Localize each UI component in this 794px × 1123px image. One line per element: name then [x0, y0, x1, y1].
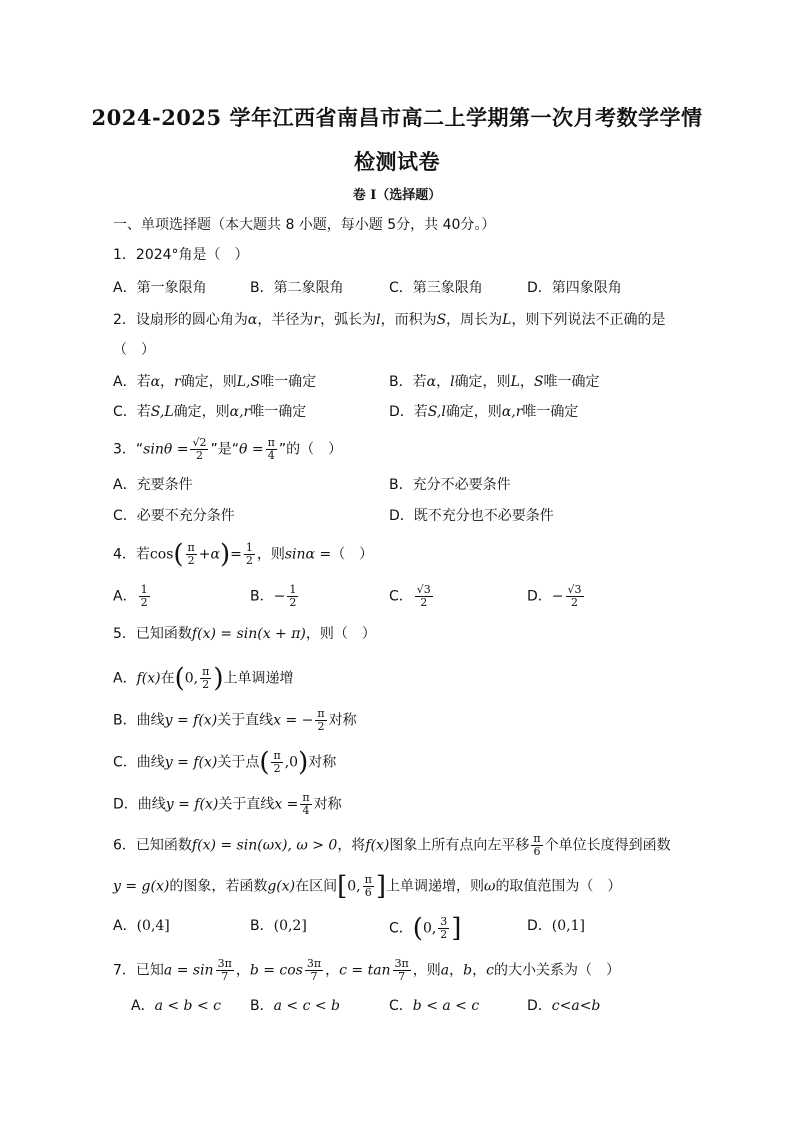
q2c-text: 确定，则	[173, 404, 230, 420]
q5b-num: π	[317, 707, 325, 720]
q4d-fraction	[566, 584, 584, 609]
q6-den: 6	[364, 886, 372, 899]
q4-option-c	[389, 584, 435, 609]
q4-fraction-1-over-2	[244, 542, 255, 567]
q5a-zero: 0,	[184, 670, 199, 687]
q5a-fx: f(x)	[136, 670, 161, 687]
q4c-fraction	[415, 584, 433, 609]
q2a-text: 确定，则	[180, 374, 237, 390]
q2a-text: 唯一确定	[260, 374, 317, 390]
q6-fraction-pi-over-6	[531, 833, 542, 858]
q1-option-d: D．第四象限角	[527, 280, 622, 296]
q6c-zero: 0,	[422, 920, 437, 937]
q2a-text: ，	[160, 374, 175, 390]
q4-den: 2	[187, 554, 195, 567]
q6-function: f(x) = sin(ωx), ω > 0	[191, 837, 338, 854]
q6b-value: (0,2]	[273, 918, 307, 934]
q5-option-c	[113, 747, 337, 778]
question-6-stem-cont	[113, 871, 622, 902]
q2c-text: C．若	[113, 404, 151, 420]
q4a-num: 1	[140, 583, 148, 596]
q2d-var: α,r	[501, 404, 523, 420]
q7-den: 7	[310, 970, 318, 983]
q4a-label: A．	[113, 588, 137, 605]
q6-text: 上单调递增，则	[386, 878, 485, 895]
q4a-den: 2	[140, 596, 148, 609]
q6-omega: ω	[484, 878, 496, 895]
q5a-label: A．	[113, 670, 137, 687]
q2-option-a	[113, 372, 316, 392]
question-1-stem: 1．2024°角是（ ）	[113, 247, 249, 263]
q3-option-d: D．既不充分也不必要条件	[389, 508, 554, 524]
q5c-den: 2	[273, 762, 281, 775]
q4-fraction-pi-over-2	[186, 542, 197, 567]
q2b-text: 唯一确定	[543, 374, 600, 390]
q4-option-b	[250, 584, 300, 609]
question-5-stem	[113, 624, 376, 644]
q7-text: ，	[235, 962, 250, 979]
q2-text: ，而积为	[380, 312, 437, 328]
q3-theta-expr: θ =	[239, 441, 264, 458]
q2-text: 2．设扇形的圆心角为	[113, 312, 248, 328]
q4-eq: =	[230, 546, 242, 563]
q6-text: 的取值范围为（ ）	[495, 878, 622, 895]
section-heading: 一、单项选择题（本大题共 8 小题，每小题 5分，共 40分。）	[113, 217, 496, 233]
q7-option-c	[389, 996, 479, 1016]
q2-option-d	[389, 402, 578, 422]
q7-num: 3π	[306, 957, 322, 970]
q2-var-L: L	[502, 312, 512, 328]
q3-den: 2	[195, 449, 203, 462]
q2a-text: A．若	[113, 374, 151, 390]
q2b-text: ，	[436, 374, 451, 390]
q7-fraction	[393, 958, 411, 983]
q2-option-b	[389, 372, 599, 392]
q2-text: ，半径为	[257, 312, 314, 328]
q6-right-bracket: ]	[375, 871, 387, 902]
question-6-stem	[113, 833, 671, 858]
q5c-fraction	[271, 750, 282, 775]
q1-option-a: A．第一象限角	[113, 280, 207, 296]
q2-text: ，弧长为	[320, 312, 377, 328]
q2-var-alpha: α	[247, 312, 258, 328]
q7-num: 3π	[394, 957, 409, 970]
q5d-den: 4	[302, 804, 310, 817]
q4-num: π	[187, 541, 195, 554]
q4b-sign: −	[273, 588, 286, 605]
q1-option-b: B．第二象限角	[250, 280, 344, 296]
q4c-den: 2	[420, 596, 428, 609]
q6-option-c	[389, 913, 462, 944]
q6-gx2: g(x)	[267, 878, 296, 895]
q6b-label: B．	[250, 918, 274, 934]
q2b-var: S	[533, 374, 544, 390]
q2a-var: α	[150, 374, 161, 390]
q5-function: f(x) = sin(x + π)	[191, 626, 306, 642]
exam-title-line2: 检测试卷	[354, 149, 440, 174]
q3-text: ”是“	[210, 441, 239, 458]
q5b-text: B．曲线	[113, 712, 165, 729]
q4-option-d	[527, 584, 586, 609]
q4b-den: 2	[289, 596, 297, 609]
q3-text: ”的（ ）	[278, 441, 343, 458]
q5c-text: C．曲线	[113, 754, 165, 771]
q2d-text: 唯一确定	[522, 404, 579, 420]
q2-var-l: l	[376, 312, 381, 328]
q3-fraction-sqrt2-over-2	[190, 437, 208, 462]
q4-text: ，则	[256, 546, 285, 563]
q7d-label: D．	[527, 998, 552, 1014]
q4d-sign: −	[551, 588, 564, 605]
q6-left-bracket: [	[337, 871, 348, 902]
q6c-label: C．	[389, 920, 413, 937]
q5b-fn: y = f(x)	[164, 712, 218, 729]
q2b-var: L	[510, 374, 520, 390]
exam-title-line1: 2024-2025 学年江西省南昌市高二上学期第一次月考数学学情	[91, 105, 703, 130]
q6-option-a	[113, 916, 170, 936]
q5-option-a	[113, 663, 294, 694]
q2d-var: S,l	[427, 404, 446, 420]
q4-num: 1	[245, 541, 253, 554]
q5b-text: 关于直线	[217, 712, 274, 729]
q5d-text: D．曲线	[113, 796, 166, 813]
q5b-text: 对称	[328, 712, 357, 729]
q7-option-a	[131, 996, 221, 1016]
q6-num: π	[533, 832, 541, 845]
q4-text: 4．若	[113, 546, 150, 563]
q5a-fraction	[200, 666, 211, 691]
q3-num: √2	[192, 436, 207, 449]
q5a-text: 在	[160, 670, 175, 687]
q6c-num: 3	[440, 915, 448, 928]
q6c-den: 2	[440, 928, 448, 941]
question-3-stem	[113, 437, 342, 462]
q7-text: ，	[325, 962, 340, 979]
q3-option-a: A．充要条件	[113, 477, 193, 493]
q5d-x: x =	[274, 796, 299, 813]
q2-option-c	[113, 402, 306, 422]
q5d-text: 关于直线	[218, 796, 275, 813]
q7-a-expr: a = sin	[163, 962, 214, 979]
q5d-fraction	[300, 792, 311, 817]
question-4-stem	[113, 539, 374, 570]
q5c-text: 关于点	[217, 754, 260, 771]
q7-text: ，	[449, 962, 464, 979]
q3-option-b: B．充分不必要条件	[389, 477, 511, 493]
q6c-left-paren: (	[412, 913, 423, 944]
q2b-text: 确定，则	[454, 374, 511, 390]
q1-option-c: C．第三象限角	[389, 280, 483, 296]
q6-gx: y = g(x)	[113, 878, 170, 895]
q7-b-expr: b = cos	[249, 962, 303, 979]
q5a-text: 上单调递增	[223, 670, 294, 687]
q6-option-d	[527, 916, 585, 936]
q2d-text: 确定，则	[445, 404, 502, 420]
q4-text: （ ）	[331, 546, 374, 563]
q4-cos: cos	[149, 546, 174, 563]
q7-text: ，	[472, 962, 487, 979]
q4d-num: √3	[567, 583, 582, 596]
q4d-den: 2	[571, 596, 579, 609]
q4b-label: B．	[250, 588, 274, 605]
q6d-label: D．	[527, 918, 552, 934]
q6-text: 图象上所有点向左平移	[389, 837, 530, 854]
q2b-var: l	[450, 374, 455, 390]
q7-var-a: a	[440, 962, 450, 979]
q5-option-d	[113, 792, 342, 817]
q3-text: 3．“	[113, 441, 144, 458]
q7-den: 7	[221, 970, 229, 983]
question-2-stem	[113, 310, 665, 330]
q7-text: ，则	[412, 962, 441, 979]
q5d-num: π	[302, 791, 310, 804]
q6-text: 个单位长度得到函数	[544, 837, 671, 854]
q6-interval-fraction	[363, 874, 374, 899]
q7-c-expr: c = tan	[339, 962, 391, 979]
q3-sin-expr: sinθ =	[143, 441, 189, 458]
q6-option-b	[250, 916, 307, 936]
q6d-value: (0,1]	[551, 918, 585, 934]
volume-heading: 卷 I（选择题）	[352, 188, 442, 203]
q6-text: 的图象，若函数	[169, 878, 268, 895]
q2c-var: α,r	[229, 404, 251, 420]
q5-option-b	[113, 708, 357, 733]
q7a-label: A．	[131, 998, 155, 1014]
q2a-var: r	[174, 374, 181, 390]
q6-text: 6．已知函数	[113, 837, 192, 854]
q6a-label: A．	[113, 918, 137, 934]
q5-text: 5．已知函数	[113, 626, 192, 642]
q6a-value: (0,4]	[136, 918, 170, 934]
q7c-value: b < a < c	[412, 998, 480, 1014]
q4b-fraction	[287, 584, 298, 609]
q6c-fraction	[438, 916, 449, 941]
q7d-value: c<a<b	[551, 998, 601, 1014]
q7-option-d	[527, 996, 600, 1016]
q7-fraction	[305, 958, 323, 983]
q5a-right-paren: )	[213, 663, 224, 694]
q7-den: 7	[398, 970, 406, 983]
q5d-text: 对称	[313, 796, 342, 813]
q2-text: ，周长为	[446, 312, 503, 328]
q3-num: π	[267, 436, 275, 449]
q5a-left-paren: (	[174, 663, 185, 694]
q2-var-s: S	[436, 312, 447, 328]
q5b-den: 2	[317, 720, 325, 733]
q4b-num: 1	[289, 583, 297, 596]
q4a-fraction	[139, 584, 150, 609]
q5c-num: π	[273, 749, 281, 762]
q7-fraction	[216, 958, 234, 983]
q2-var-r: r	[313, 312, 321, 328]
q6-fx: f(x)	[365, 837, 390, 854]
q6-zero: 0,	[347, 878, 361, 895]
q4-right-paren: )	[219, 539, 231, 570]
q7-num: 3π	[217, 957, 232, 970]
q2b-text: ，	[519, 374, 534, 390]
q5b-x: x = −	[273, 712, 314, 729]
q7-var-b: b	[463, 962, 473, 979]
q2-text: ，则下列说法不正确的是	[511, 312, 666, 328]
question-7-stem	[113, 958, 620, 983]
question-2-stem-cont: （ ）	[113, 342, 155, 358]
q4-den: 2	[245, 554, 253, 567]
q7a-value: a < b < c	[154, 998, 221, 1014]
q7c-label: C．	[389, 998, 413, 1014]
q2b-var: α	[426, 374, 437, 390]
q7b-value: a < c < b	[273, 998, 341, 1014]
q3-den: 4	[267, 449, 275, 462]
q7-option-b	[250, 996, 340, 1016]
q2a-var: L,S	[236, 374, 261, 390]
q5c-fn: y = f(x)	[164, 754, 218, 771]
q5c-text: 对称	[308, 754, 337, 771]
q4c-num: √3	[416, 583, 431, 596]
q7b-label: B．	[250, 998, 274, 1014]
q4-option-a	[113, 584, 152, 609]
q7-text: 的大小关系为（ ）	[493, 962, 620, 979]
q4-sin: sinα =	[284, 546, 332, 563]
q6-text: 在区间	[295, 878, 338, 895]
q6-text: ，将	[337, 837, 366, 854]
q2b-text: B．若	[389, 374, 427, 390]
q2d-text: D．若	[389, 404, 428, 420]
q7-var-c: c	[486, 962, 494, 979]
q6-den: 6	[533, 845, 541, 858]
q2c-text: 唯一确定	[250, 404, 307, 420]
q5a-den: 2	[202, 678, 210, 691]
q2c-var: S,L	[150, 404, 174, 420]
q5a-num: π	[202, 665, 210, 678]
q7-text: 7．已知	[113, 962, 164, 979]
q6c-right-bracket: ]	[451, 913, 462, 944]
q3-fraction-pi-over-4	[266, 437, 277, 462]
q6-num: π	[364, 873, 372, 886]
q5d-fn: y = f(x)	[165, 796, 219, 813]
q4d-label: D．	[527, 588, 552, 605]
q5c-right-paren: )	[298, 747, 309, 778]
q4-left-paren: (	[173, 539, 184, 570]
q5-text: ，则（ ）	[305, 626, 376, 642]
q3-option-c: C．必要不充分条件	[113, 508, 235, 524]
q5c-zero: ,0	[284, 754, 299, 771]
q4-plus-alpha: +α	[198, 546, 220, 563]
q5b-fraction	[315, 708, 326, 733]
q5c-left-paren: (	[259, 747, 270, 778]
q4c-label: C．	[389, 588, 413, 605]
